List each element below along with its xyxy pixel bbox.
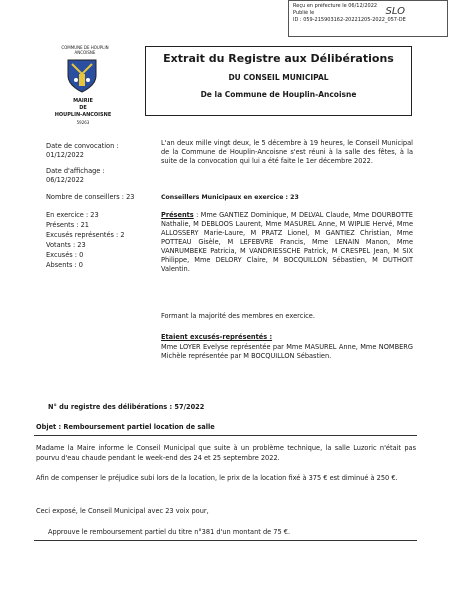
presents-list: : Mme GANTIEZ Dominique, M DELVAL Claude, Mme DOURBOTTE Nathalie, M DEBLOOS Laurent, Mme MASUREL Anne, M WIPLIE Hervé, Mme ALLOSSERY Marie-Laure, M PRATZ Lionel, M GANTIEZ Christian, Mme POTTEAU Gisèle, M LEFEBVRE Francis, Mme LENAIN Manon, Mme VANRUMBEKE Patricia, M VANDRIESSCHE Patrick, M CRESPEL Jean, M SIX Philippe, Mme DELORY Claire, M BOCQUILLON Sébastien, M DUTHOIT Valentin. — [161, 211, 413, 273]
presents-count: Présents : 21 — [46, 221, 89, 229]
postal-code: 59263 — [76, 120, 90, 125]
paragraph-1: Madame la Maire informe le Conseil Municipal que suite à un problème technique, la salle Luzoric n'était pas pourvu d'eau chaude pendant le week-end des 24 et 25 septembre 2022. — [36, 444, 416, 462]
intro-paragraph: L'an deux mille vingt deux, le 5 décembre à 19 heures, le Conseil Municipal de la Commune de Houplin-Ancoisne s'est réuni à la salle des fêtes, à la suite de la convocation qui lui a été faite le 1er décembre 2022. — [161, 139, 413, 165]
stamp-scribble: SLO — [385, 6, 405, 17]
document-title: Extrait du Registre aux Délibérations — [163, 52, 394, 65]
stamp-id: ID : 059-215903162-20221205-2022_057-DE — [293, 17, 406, 23]
registre-number: N° du registre des délibérations : 57/2022 — [48, 403, 205, 411]
de-word: DE — [79, 105, 87, 111]
en-exercice: En exercice : 23 — [46, 211, 99, 219]
paragraph-4: Approuve le remboursement partiel du titre n°381 d'un montant de 75 €. — [48, 528, 291, 536]
convocation-label: Date de convocation : — [46, 142, 119, 150]
presents-paragraph — [161, 211, 413, 274]
affichage-date: 06/12/2022 — [46, 176, 85, 184]
excuses-list: Mme LOYER Evelyse représentée par Mme MASUREL Anne, Mme NOMBERG Michèle représentée par M BOCQUILLON Sébastien. — [161, 343, 413, 360]
affichage-label: Date d'affichage : — [46, 167, 105, 175]
mairie-label — [48, 98, 118, 126]
votants-count: Votants : 23 — [46, 241, 86, 249]
mairie-word: MAIRIE — [73, 98, 93, 104]
convocation-date: 01/12/2022 — [46, 151, 85, 159]
coat-of-arms-icon — [66, 58, 98, 94]
absents-count: Absents : 0 — [46, 261, 83, 269]
final-divider — [34, 540, 417, 541]
excuses-label: Etaient excusés-représentés : — [161, 333, 273, 341]
title-box — [145, 46, 412, 116]
presents-label: Présents — [161, 211, 194, 219]
stamp-published: Publié le — [293, 10, 315, 16]
majorite-text: Formant la majorité des membres en exercice. — [161, 312, 315, 320]
logo-top-text: COMMUNE DE HOUPLIN ANCOISNE — [61, 45, 109, 55]
nb-conseillers: Nombre de conseillers : 23 — [46, 193, 135, 201]
paragraph-2: Afin de compenser le préjudice subi lors de la location, le prix de la location fixé à 375 € est diminué à 250 €. — [36, 474, 398, 482]
stamp-received: Reçu en préfecture le 06/12/2022 — [293, 3, 378, 9]
conseillers-exercice: Conseillers Municipaux en exercice : 23 — [161, 194, 299, 201]
paragraph-3: Ceci exposé, le Conseil Municipal avec 23 voix pour, — [36, 507, 209, 515]
objet-title: Objet : Remboursement partiel location de salle — [36, 423, 215, 431]
prefecture-stamp — [288, 0, 448, 37]
commune-title: De la Commune de Houplin-Ancoisne — [200, 90, 357, 99]
excuses-count: Excusés : 0 — [46, 251, 84, 259]
objet-divider — [34, 435, 417, 436]
excuses-representes-count: Excusés représentés : 2 — [46, 231, 125, 239]
document-subtitle: DU CONSEIL MUNICIPAL — [228, 73, 329, 82]
commune-name: HOUPLIN-ANCOISNE — [54, 112, 112, 118]
